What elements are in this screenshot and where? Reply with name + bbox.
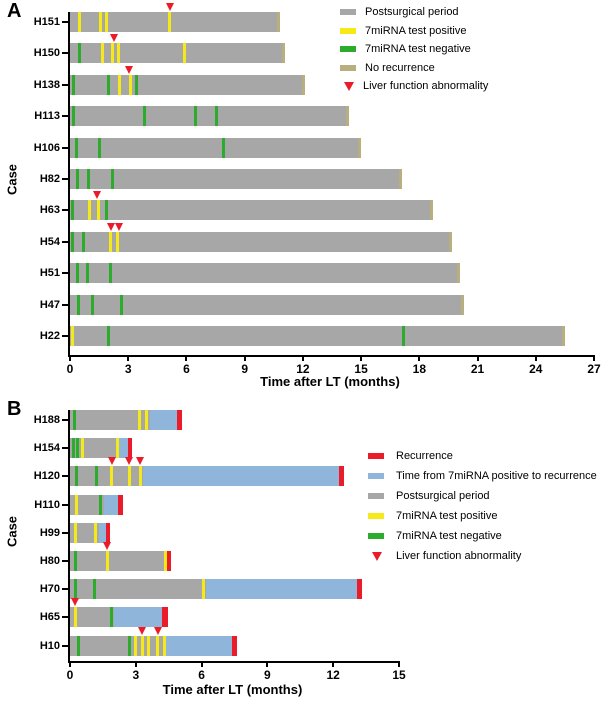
case-label: H154 [33, 442, 60, 455]
case-label: H80 [39, 555, 60, 567]
case-label: H63 [39, 204, 60, 217]
legend-label: Liver function abnormality [396, 550, 522, 562]
bar-segment-recurrence [177, 410, 181, 430]
legend-swatch-postsurgical [368, 493, 384, 499]
x-axis-tick-label: 15 [392, 668, 406, 682]
test-mark-positive [101, 43, 104, 63]
bar-segment-postsurgical [70, 106, 349, 126]
legend-triangle-icon [344, 82, 354, 91]
legend-label: Recurrence [396, 450, 453, 462]
case-label: H54 [39, 235, 60, 248]
no-recurrence-cap [399, 169, 402, 189]
test-mark-negative [222, 138, 225, 158]
bar-segment-recurrence [162, 607, 167, 627]
bar-segment-postsurgical [70, 466, 143, 486]
legend-label: Liver function abnormality [363, 80, 489, 93]
panel-b-letter: B [7, 398, 22, 420]
case-label: H110 [34, 498, 60, 511]
test-mark-positive [71, 326, 74, 346]
liver-abnormality-marker [71, 598, 79, 606]
legend-item [368, 466, 597, 486]
x-axis-tick-label: 24 [529, 362, 543, 376]
y-axis-tick [62, 52, 68, 54]
test-mark-positive [117, 43, 120, 63]
test-mark-negative [76, 169, 79, 189]
test-mark-positive [99, 12, 102, 32]
case-label: H51 [39, 267, 60, 280]
panel-b [0, 398, 607, 714]
bar-segment-postsurgical [70, 138, 361, 158]
y-axis-tick [62, 616, 68, 618]
test-mark-positive [74, 607, 77, 627]
test-mark-negative [75, 138, 78, 158]
test-mark-negative [111, 169, 114, 189]
test-mark-positive [163, 636, 166, 656]
liver-abnormality-marker [138, 627, 146, 635]
x-axis-tick [69, 661, 71, 667]
case-bar [70, 410, 399, 430]
test-mark-negative [86, 263, 89, 283]
test-mark-positive [118, 75, 121, 95]
bar-segment-postsurgical [70, 200, 433, 220]
x-axis-tick [201, 661, 203, 667]
legend-item [340, 59, 488, 78]
y-axis-tick [62, 178, 68, 180]
test-mark-negative [76, 263, 79, 283]
legend-swatch-positive [368, 513, 384, 519]
test-mark-negative [71, 200, 74, 220]
test-mark-positive [110, 466, 113, 486]
bar-segment-positive_to_recurrence [118, 438, 128, 458]
x-axis-tick [135, 661, 137, 667]
x-axis-tick-label: 0 [66, 362, 74, 376]
test-mark-negative [105, 200, 108, 220]
bar-segment-postsurgical [70, 75, 305, 95]
x-axis-tick [593, 355, 595, 361]
test-mark-negative [135, 75, 138, 95]
x-axis-tick-label: 6 [198, 668, 205, 682]
bar-segment-positive_to_recurrence [206, 579, 357, 599]
test-mark-positive [106, 551, 109, 571]
case-label: H113 [34, 110, 60, 123]
case-bar [70, 232, 594, 252]
bar-segment-positive_to_recurrence [114, 607, 162, 627]
legend-item [340, 3, 488, 22]
legend-swatch-recurrence [368, 453, 384, 459]
y-axis-tick [62, 475, 68, 477]
test-mark-positive [141, 636, 144, 656]
panel-b-legend [368, 446, 597, 566]
legend-item [368, 506, 597, 526]
legend-swatch-postsurgical [340, 9, 356, 15]
test-mark-positive [109, 232, 112, 252]
x-axis-tick [332, 661, 334, 667]
x-axis-tick [398, 661, 400, 667]
test-mark-positive [202, 579, 205, 599]
liver-abnormality-marker [110, 34, 118, 42]
test-mark-positive [139, 466, 142, 486]
legend-item [368, 486, 597, 506]
y-axis-tick [62, 532, 68, 534]
x-axis-tick-label: 27 [587, 362, 601, 376]
test-mark-negative [95, 466, 98, 486]
test-mark-positive [116, 438, 119, 458]
y-axis-tick [62, 21, 68, 23]
no-recurrence-cap [461, 295, 464, 315]
x-axis-tick-label: 9 [241, 362, 248, 376]
legend-swatch-negative [368, 533, 384, 539]
case-bar [70, 466, 399, 486]
panel-a-letter: A [7, 0, 22, 22]
test-mark-positive [75, 495, 78, 515]
case-bar [70, 12, 594, 32]
case-bar [70, 636, 399, 656]
case-bar [70, 263, 594, 283]
no-recurrence-cap [346, 106, 349, 126]
case-bar [70, 106, 594, 126]
case-label: H99 [39, 526, 60, 539]
y-axis-tick [62, 447, 68, 449]
no-recurrence-cap [562, 326, 565, 346]
test-mark-positive [97, 200, 100, 220]
bar-segment-positive_to_recurrence [143, 466, 338, 486]
case-label: H120 [33, 470, 60, 483]
y-axis-tick [62, 335, 68, 337]
y-axis-tick [62, 115, 68, 117]
case-bar [70, 523, 399, 543]
y-axis-tick [62, 241, 68, 243]
panel-a-plot-area [33, 12, 601, 376]
test-mark-negative [93, 579, 96, 599]
case-label: H188 [33, 414, 60, 426]
legend-label: No recurrence [365, 61, 435, 74]
x-axis-tick-label: 12 [296, 362, 310, 376]
x-axis-tick [477, 355, 479, 361]
x-axis-tick [360, 355, 362, 361]
bar-segment-postsurgical [70, 579, 206, 599]
no-recurrence-cap [449, 232, 452, 252]
test-mark-negative [402, 326, 405, 346]
test-mark-negative [74, 551, 77, 571]
bar-segment-recurrence [339, 466, 344, 486]
x-axis-tick-label: 18 [412, 362, 427, 376]
legend-label: Postsurgical period [365, 6, 459, 19]
test-mark-negative [120, 295, 123, 315]
legend-triangle-icon [372, 552, 382, 561]
test-mark-negative [71, 232, 74, 252]
legend-swatch-positive_to_recurrence [368, 473, 384, 479]
bar-segment-recurrence [118, 495, 122, 515]
case-bar [70, 75, 594, 95]
test-mark-negative [107, 326, 110, 346]
test-mark-negative [75, 466, 78, 486]
y-axis-tick [62, 209, 68, 211]
y-axis-tick [62, 272, 68, 274]
liver-abnormality-marker [103, 542, 111, 550]
legend-label: 7miRNA test negative [396, 530, 502, 542]
case-bar [70, 607, 399, 627]
test-mark-negative [73, 410, 76, 430]
no-recurrence-cap [302, 75, 305, 95]
case-bar [70, 43, 594, 63]
x-axis-tick [418, 355, 420, 361]
y-axis-tick [62, 304, 68, 306]
bar-segment-positive_to_recurrence [165, 636, 232, 656]
bar-segment-recurrence [106, 523, 110, 543]
x-axis-tick [535, 355, 537, 361]
test-mark-negative [99, 495, 102, 515]
legend-swatch-negative [340, 46, 356, 52]
test-mark-positive [116, 232, 119, 252]
x-axis-tick-label: 6 [183, 362, 190, 376]
panel-a-y-axis-title: Case [4, 163, 20, 196]
case-label: H82 [39, 173, 60, 185]
test-mark-positive [168, 12, 171, 32]
test-mark-positive [129, 75, 132, 95]
test-mark-positive [145, 410, 148, 430]
bar-segment-postsurgical [70, 636, 165, 656]
test-mark-negative [77, 636, 80, 656]
test-mark-negative [78, 43, 81, 63]
x-axis-tick-label: 3 [124, 362, 132, 376]
bar-segment-postsurgical [70, 232, 452, 252]
x-axis-tick-label: 9 [264, 668, 271, 682]
test-mark-negative [72, 75, 75, 95]
test-mark-negative [98, 138, 101, 158]
liver-abnormality-marker [166, 3, 174, 11]
test-mark-negative [107, 75, 110, 95]
x-axis-tick-label: 3 [132, 668, 140, 682]
case-bar [70, 438, 399, 458]
legend-label: 7miRNA test negative [365, 43, 471, 56]
panel-a-x-axis-title: Time after LT (months) [260, 374, 400, 389]
no-recurrence-cap [457, 263, 460, 283]
x-axis-tick [185, 355, 187, 361]
case-label: H70 [39, 583, 60, 596]
liver-abnormality-marker [125, 457, 133, 465]
panel-b-x-axis-title: Time after LT (months) [162, 682, 303, 697]
test-mark-positive [78, 12, 81, 32]
liver-abnormality-marker [154, 627, 162, 635]
test-mark-positive [105, 12, 108, 32]
case-label: H47 [39, 298, 60, 311]
test-mark-negative [72, 438, 75, 458]
legend-label: 7miRNA test positive [396, 510, 498, 522]
no-recurrence-cap [277, 12, 280, 32]
x-axis-tick [244, 355, 246, 361]
legend-item [340, 22, 488, 41]
case-bar [70, 138, 594, 158]
test-mark-negative [82, 232, 85, 252]
x-axis-tick [69, 355, 71, 361]
legend-item [368, 446, 597, 466]
legend-swatch-no_recurrence [340, 65, 356, 71]
legend-item [368, 526, 597, 546]
case-label: H10 [39, 639, 60, 652]
liver-abnormality-marker [93, 191, 101, 199]
bar-segment-recurrence [128, 438, 132, 458]
panel-b-y-axis-title: Case [4, 515, 20, 548]
test-mark-negative [76, 438, 79, 458]
legend-swatch-positive [340, 28, 356, 34]
case-bar [70, 169, 594, 189]
test-mark-negative [109, 263, 112, 283]
liver-abnormality-marker [108, 457, 116, 465]
bar-segment-postsurgical [70, 326, 565, 346]
legend-label: Postsurgical period [396, 490, 490, 502]
panel-a-legend [340, 3, 488, 96]
legend-item [340, 77, 488, 96]
bar-segment-postsurgical [70, 295, 464, 315]
test-mark-negative [87, 169, 90, 189]
bar-segment-positive_to_recurrence [104, 495, 118, 515]
y-axis-tick [62, 560, 68, 562]
bar-segment-positive_to_recurrence [99, 523, 106, 543]
test-mark-negative [91, 295, 94, 315]
x-axis-tick [127, 355, 129, 361]
no-recurrence-cap [282, 43, 285, 63]
bar-segment-postsurgical [70, 263, 460, 283]
x-axis-tick-label: 12 [326, 668, 340, 682]
test-mark-negative [110, 607, 113, 627]
test-mark-negative [128, 636, 131, 656]
test-mark-negative [143, 106, 146, 126]
test-mark-positive [74, 523, 77, 543]
test-mark-positive [183, 43, 186, 63]
x-axis-tick-label: 21 [470, 362, 485, 376]
case-bar [70, 495, 399, 515]
test-mark-negative [72, 106, 75, 126]
y-axis-tick [62, 84, 68, 86]
case-bar [70, 295, 594, 315]
test-mark-negative [194, 106, 197, 126]
x-axis-tick-label: 15 [354, 362, 368, 376]
x-axis-tick-label: 0 [66, 668, 74, 682]
panel-b-plot-area [33, 410, 406, 682]
bar-segment-recurrence [232, 636, 236, 656]
x-axis-tick [266, 661, 268, 667]
y-axis-tick [62, 588, 68, 590]
bar-segment-recurrence [357, 579, 361, 599]
test-mark-positive [111, 43, 114, 63]
test-mark-positive [134, 636, 137, 656]
liver-abnormality-marker [136, 457, 144, 465]
no-recurrence-cap [430, 200, 433, 220]
test-mark-positive [156, 636, 159, 656]
case-bar [70, 326, 594, 346]
test-mark-negative [77, 295, 80, 315]
case-bar [70, 200, 594, 220]
y-axis-tick [62, 147, 68, 149]
bar-segment-postsurgical [70, 551, 167, 571]
test-mark-positive [138, 410, 141, 430]
bar-segment-postsurgical [70, 169, 402, 189]
test-mark-positive [164, 551, 167, 571]
y-axis-tick [62, 504, 68, 506]
case-label: H151 [33, 16, 60, 28]
test-mark-negative [215, 106, 218, 126]
y-axis-tick [62, 645, 68, 647]
case-label: H138 [33, 78, 60, 91]
bar-segment-positive_to_recurrence [150, 410, 177, 430]
case-bar [70, 579, 399, 599]
case-label: H150 [33, 47, 60, 60]
test-mark-positive [147, 636, 150, 656]
case-label: H22 [39, 330, 60, 342]
liver-abnormality-marker [115, 223, 123, 231]
legend-label: Time from 7miRNA positive to recurrence [396, 470, 597, 482]
case-label: H65 [39, 611, 60, 624]
legend-item [340, 40, 488, 59]
test-mark-positive [81, 438, 84, 458]
y-axis-tick [62, 419, 68, 421]
bar-segment-recurrence [167, 551, 171, 571]
test-mark-positive [128, 466, 131, 486]
test-mark-negative [74, 579, 77, 599]
no-recurrence-cap [358, 138, 361, 158]
case-bar [70, 551, 399, 571]
x-axis-tick [302, 355, 304, 361]
legend-label: 7miRNA test positive [365, 24, 467, 37]
test-mark-positive [88, 200, 91, 220]
test-mark-positive [94, 523, 97, 543]
liver-abnormality-marker [125, 66, 133, 74]
case-label: H106 [33, 141, 60, 154]
legend-item [368, 546, 597, 566]
